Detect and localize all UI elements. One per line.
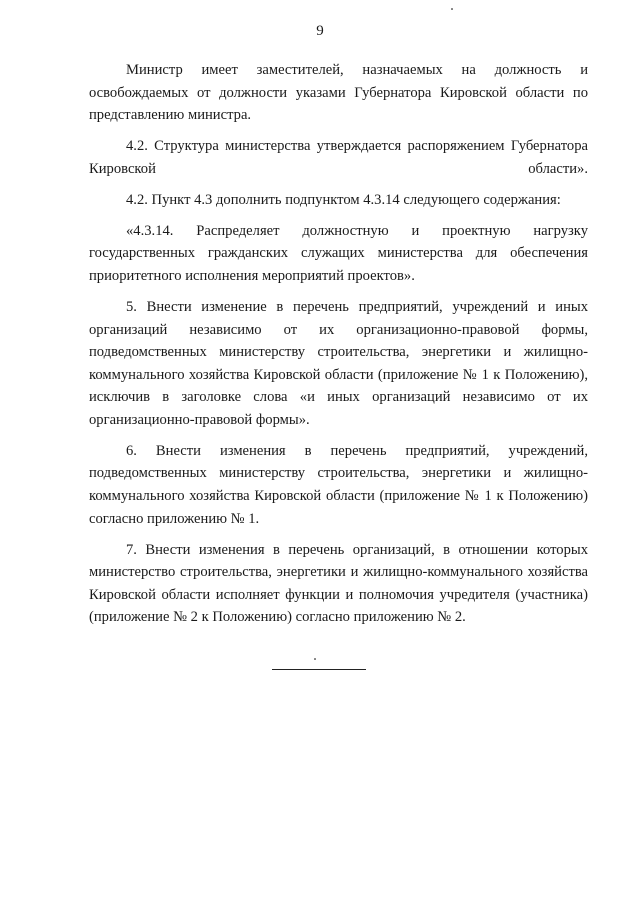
paragraph-item-6: 6. Внести изменения в перечень предприятий, учреждений, подведомственных министерству строительства, энергетики и жилищно-коммунального хозяйства Кировской области (приложение № 1 к Положению) согласно приложению № 1. (89, 442, 588, 527)
paragraph-item-5: 5. Внести изменение в перечень предприятий, учреждений и иных организаций независимо от их организационно-правовой формы, подведомственных министерству строительства, энергетики и жилищно-коммунального хозяйства Кировской области (приложение № 1 к Положению), исключив в заголовке слова «и иных организаций независимо от их организационно-правовой формы». (89, 298, 588, 428)
document-body (89, 59, 588, 637)
paragraph-4-3-14: «4.3.14. Распределяет должностную и проектную нагрузку государственных гражданских служащих министерства для обеспечения приоритетного исполнения мероприятий проектов». (89, 222, 588, 284)
separator-line (272, 669, 366, 670)
paragraph-4-2-item-4-3: 4.2. Пункт 4.3 дополнить подпунктом 4.3.14 следующего содержания: (126, 191, 561, 208)
paragraph-4-2-structure: 4.2. Структура министерства утверждается распоряжением Губернатора Кировской области». (89, 138, 588, 177)
scan-speck (451, 8, 453, 10)
paragraph-ministers-deputies: Министр имеет заместителей, назначаемых на должность и освобождаемых от должности указами Губернатора Кировской области по представлению министра. (89, 62, 588, 124)
paragraph-item-7: 7. Внести изменения в перечень организаций, в отношении которых министерство строительства, энергетики и жилищно-коммунального хозяйства Кировской области исполняет функции и полномочия учредителя (участника) (приложение № 2 к Положению) согласно приложению № 2. (89, 541, 588, 626)
scan-speck (314, 658, 316, 660)
page-number: 9 (316, 23, 324, 39)
